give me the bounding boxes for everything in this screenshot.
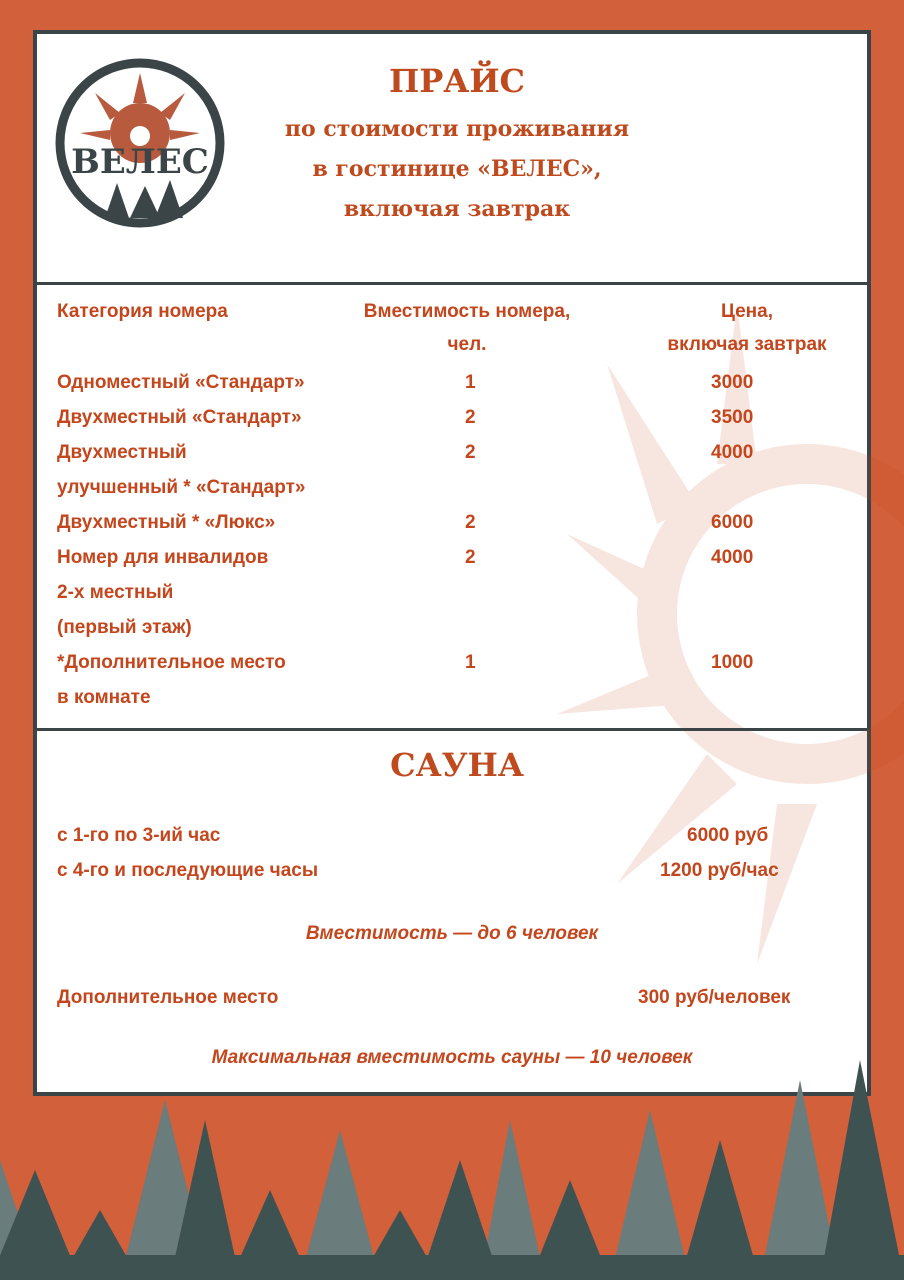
header-price: Цена, — [721, 301, 773, 322]
sauna-extra-price: 300 руб/человек — [638, 987, 791, 1008]
room-name: улучшенный * «Стандарт» — [57, 477, 306, 498]
sauna-capacity-note: Вместимость — до 6 человек — [305, 923, 599, 944]
forest-illustration — [0, 1040, 904, 1280]
room-name: Двухместный — [57, 442, 187, 463]
room-name: в комнате — [57, 687, 151, 708]
room-capacity: 1 — [465, 652, 476, 673]
header-category: Категория номера — [57, 301, 228, 322]
subtitle-line-2: в гостинице «ВЕЛЕС», — [312, 156, 602, 182]
room-price: 3000 — [711, 372, 754, 393]
room-price: 4000 — [711, 442, 754, 463]
sauna-extra-label: Дополнительное место — [57, 987, 279, 1008]
room-capacity: 2 — [465, 512, 476, 533]
room-name: Одноместный «Стандарт» — [57, 372, 305, 393]
room-capacity: 1 — [465, 372, 476, 393]
room-price: 3500 — [711, 407, 754, 428]
room-name: Двухместный «Стандарт» — [57, 407, 302, 428]
room-price: 4000 — [711, 547, 754, 568]
sauna-rate-label: с 4-го и последующие часы — [57, 860, 319, 881]
room-price: 1000 — [711, 652, 754, 673]
header-capacity-unit: чел. — [447, 334, 487, 355]
subtitle-line-3: включая завтрак — [343, 196, 571, 222]
veles-logo — [55, 58, 225, 228]
sauna-rate-label: с 1-го по 3-ий час — [57, 825, 221, 846]
divider — [37, 728, 867, 731]
sauna-rate-price: 6000 руб — [687, 825, 769, 846]
sauna-rate-price: 1200 руб/час — [660, 860, 779, 881]
sauna-max-note: Максимальная вместимость сауны — 10 человек — [211, 1047, 693, 1068]
room-capacity: 2 — [465, 547, 476, 568]
sauna-title: САУНА — [390, 746, 524, 784]
svg-text:ВЕЛЕС: ВЕЛЕС — [71, 142, 209, 182]
page-title: ПРАЙС — [388, 62, 526, 100]
header-price-note: включая завтрак — [667, 334, 827, 355]
header-capacity: Вместимость номера, — [363, 301, 571, 322]
room-name: Номер для инвалидов — [57, 547, 269, 568]
divider — [37, 282, 867, 285]
room-capacity: 2 — [465, 442, 476, 463]
room-name: *Дополнительное место — [57, 652, 286, 673]
room-name: 2-х местный — [57, 582, 174, 603]
room-price: 6000 — [711, 512, 754, 533]
room-name: (первый этаж) — [57, 617, 192, 638]
room-capacity: 2 — [465, 407, 476, 428]
price-list-frame — [33, 30, 871, 1096]
subtitle-line-1: по стоимости проживания — [284, 116, 630, 142]
room-name: Двухместный * «Люкс» — [57, 512, 276, 533]
